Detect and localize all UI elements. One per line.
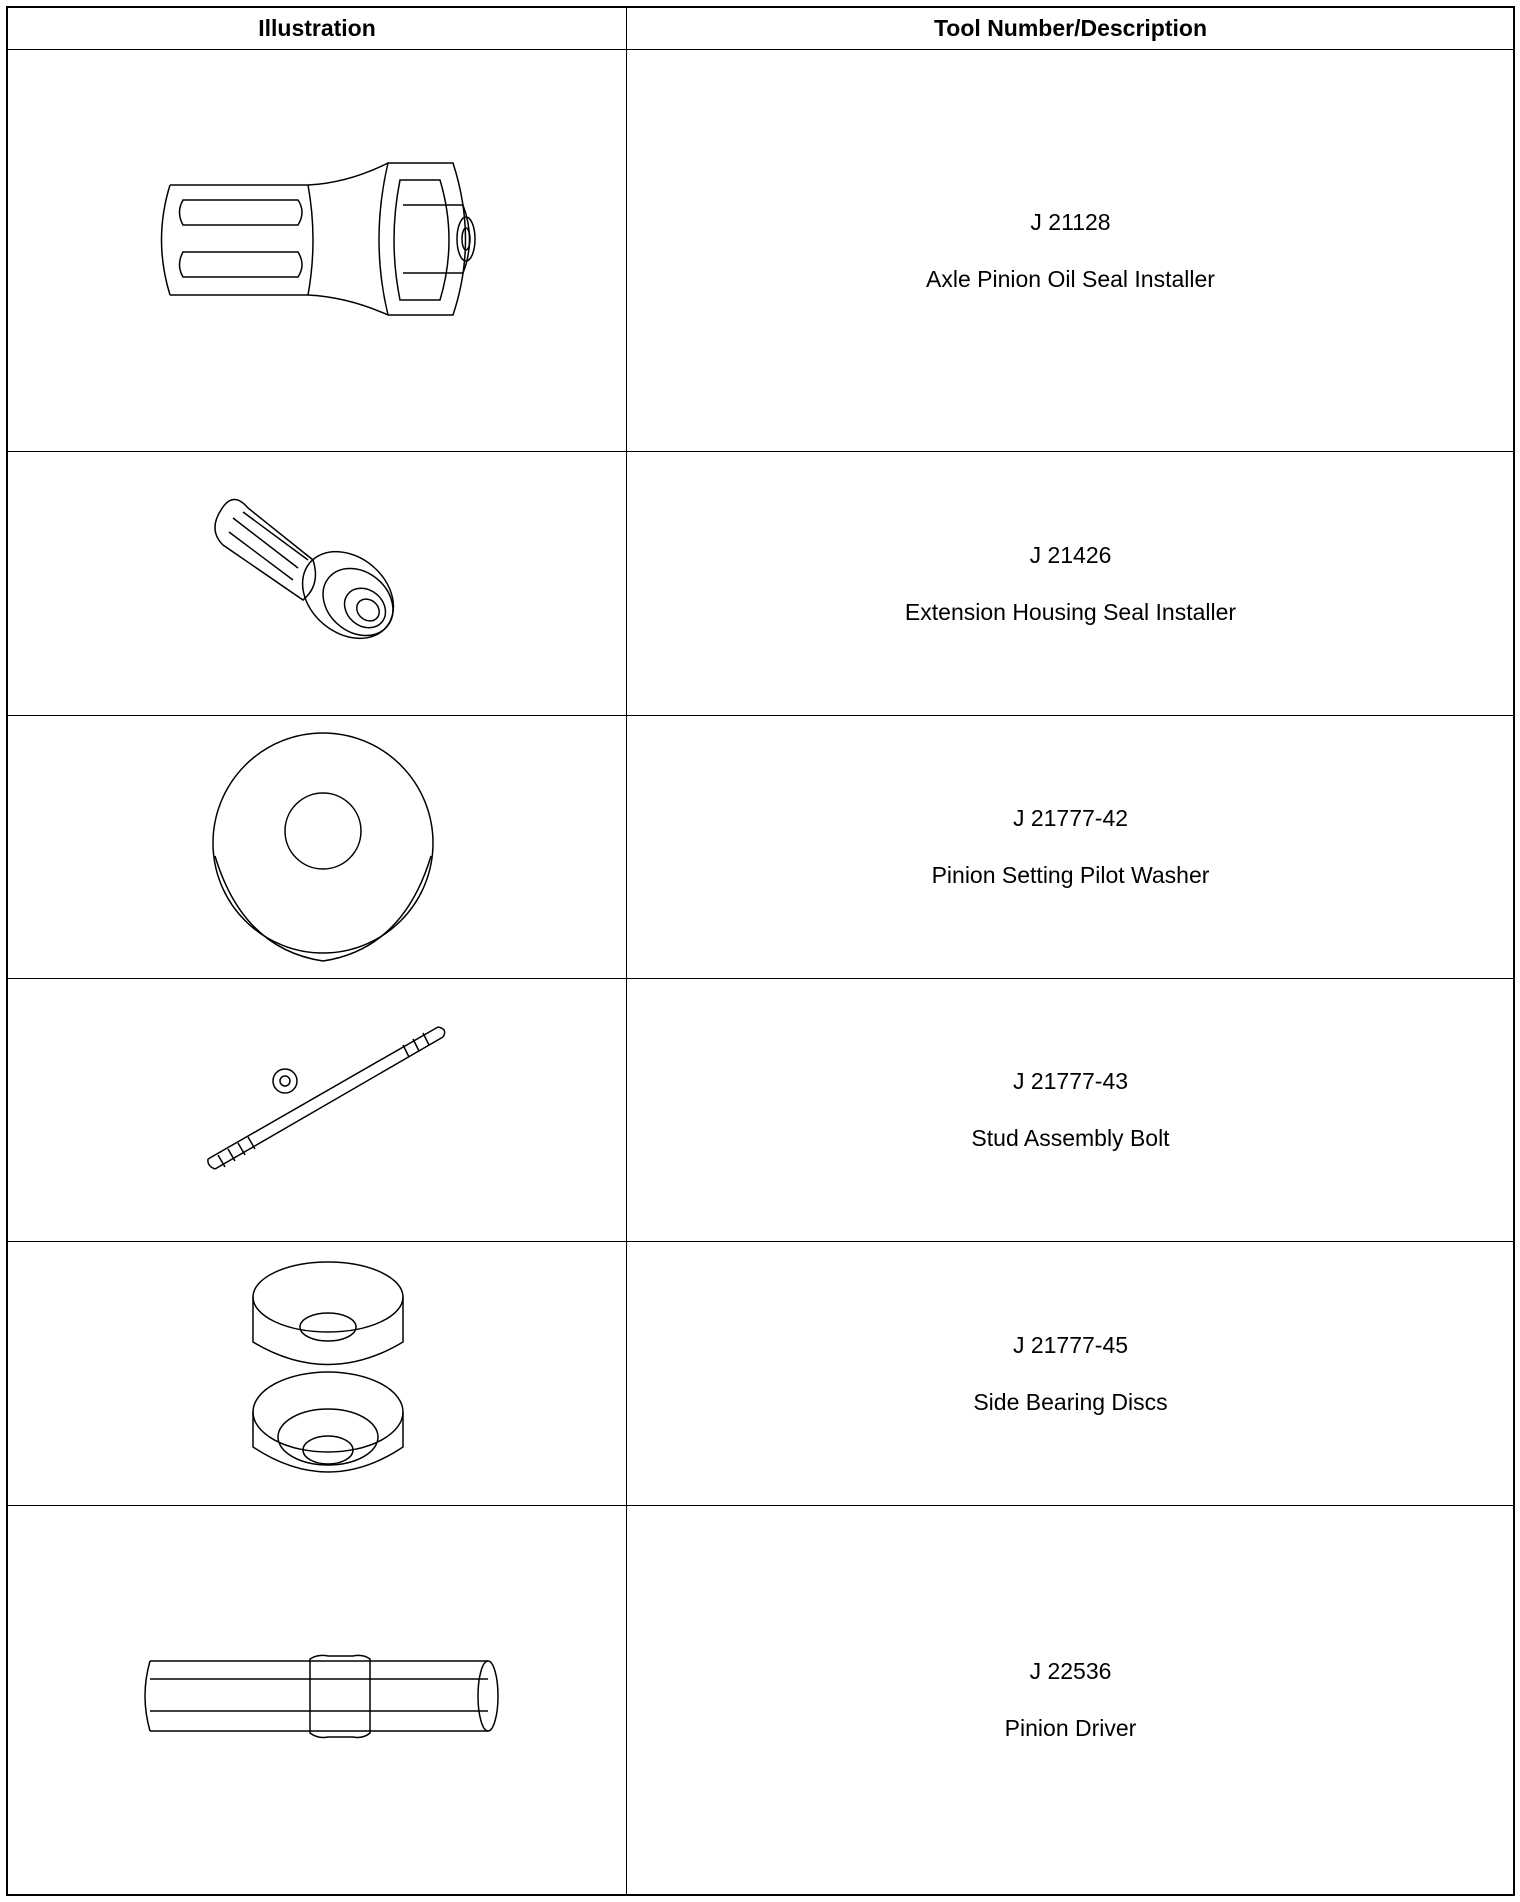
tools-table — [6, 6, 1515, 1896]
pilot-washer-icon — [203, 721, 443, 971]
table-row — [8, 979, 1513, 1242]
seal-installer-icon — [148, 155, 508, 320]
tool-description-cell — [628, 1506, 1513, 1894]
tool-number: J 21128 — [1030, 208, 1111, 235]
table-row — [8, 452, 1513, 716]
table-row — [8, 50, 1513, 452]
tool-description: Pinion Driver — [1004, 1715, 1137, 1741]
tool-number: J 21777-42 — [1012, 805, 1129, 831]
tool-number: J 21777-43 — [1012, 1068, 1129, 1094]
table-row — [8, 716, 1513, 979]
tool-description: Stud Assembly Bolt — [971, 1125, 1170, 1151]
tool-description-cell — [628, 1242, 1513, 1505]
tool-description-cell — [628, 716, 1513, 978]
table-row — [8, 1506, 1513, 1894]
tool-description: Pinion Setting Pilot Washer — [931, 862, 1210, 888]
tool-description: Axle Pinion Oil Seal Installer — [926, 265, 1215, 292]
bearing-discs-icon — [243, 1252, 413, 1497]
header-tool: Tool Number/Description — [933, 15, 1208, 41]
stud-bolt-icon — [203, 1019, 453, 1189]
tool-description: Extension Housing Seal Installer — [904, 598, 1237, 625]
tool-number: J 21777-45 — [1012, 1331, 1129, 1358]
header-illustration: Illustration — [258, 15, 376, 41]
tool-description-cell — [628, 50, 1513, 451]
tool-number: J 22536 — [1029, 1658, 1112, 1684]
tool-description-cell — [628, 979, 1513, 1241]
tool-description: Side Bearing Discs — [973, 1388, 1168, 1415]
table-row — [8, 1242, 1513, 1506]
tool-number: J 21426 — [1029, 541, 1112, 568]
pinion-driver-icon — [138, 1651, 508, 1741]
table-header-row — [8, 8, 1513, 50]
housing-seal-installer-icon — [203, 490, 443, 660]
tool-description-cell — [628, 452, 1513, 715]
